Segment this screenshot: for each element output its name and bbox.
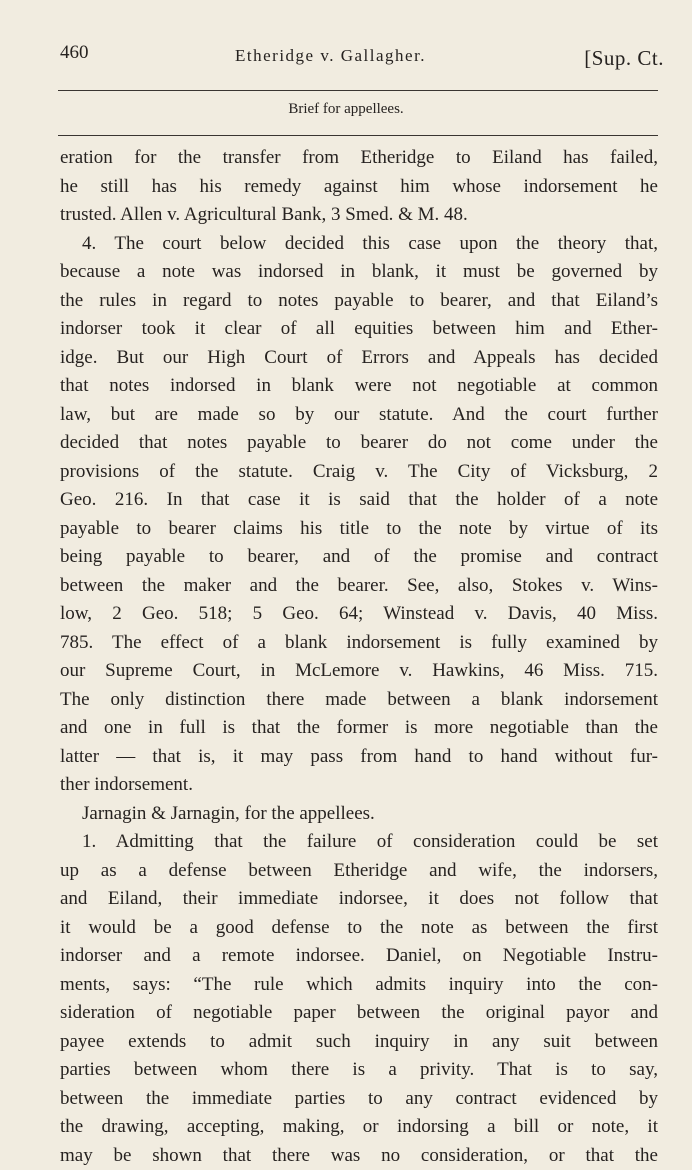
text-line: Jarnagin & Jarnagin, for the appellees. bbox=[60, 800, 658, 829]
text-line: eration for the transfer from Etheridge to Eiland has failed, bbox=[60, 144, 658, 173]
running-head bbox=[60, 42, 664, 76]
text-line: latter — that is, it may pass from hand to hand without fur- bbox=[60, 743, 658, 772]
text-line: our Supreme Court, in McLemore v. Hawkins, 46 Miss. 715. bbox=[60, 657, 658, 686]
case-title: Etheridge v. Gallagher. bbox=[235, 46, 426, 66]
section-label: Brief for appellees. bbox=[0, 101, 692, 118]
text-line: low, 2 Geo. 518; 5 Geo. 64; Winstead v. Davis, 40 Miss. bbox=[60, 600, 658, 629]
text-line: being payable to bearer, and of the promise and contract bbox=[60, 543, 658, 572]
header-rule bbox=[58, 90, 658, 91]
text-line: and one in full is that the former is more negotiable than the bbox=[60, 714, 658, 743]
text-line: Geo. 216. In that case it is said that the holder of a note bbox=[60, 486, 658, 515]
text-line: up as a defense between Etheridge and wife, the indorsers, bbox=[60, 857, 658, 886]
text-line: between the maker and the bearer. See, also, Stokes v. Wins- bbox=[60, 572, 658, 601]
text-line: 1. Admitting that the failure of consideration could be set bbox=[60, 828, 658, 857]
court-label: [Sup. Ct. bbox=[584, 46, 664, 71]
text-line: 4. The court below decided this case upon the theory that, bbox=[60, 230, 658, 259]
text-line: payable to bearer claims his title to the note by virtue of its bbox=[60, 515, 658, 544]
text-line: ther indorsement. bbox=[60, 771, 658, 800]
section-rule bbox=[58, 135, 658, 136]
text-line: The only distinction there made between a blank indorsement bbox=[60, 686, 658, 715]
text-line: he still has his remedy against him whose indorsement he bbox=[60, 173, 658, 202]
text-line: payee extends to admit such inquiry in any suit between bbox=[60, 1028, 658, 1057]
text-line: the rules in regard to notes payable to bearer, and that Eiland’s bbox=[60, 287, 658, 316]
text-line: indorser took it clear of all equities between him and Ether- bbox=[60, 315, 658, 344]
text-line: parties between whom there is a privity. That is to say, bbox=[60, 1056, 658, 1085]
text-line: because a note was indorsed in blank, it must be governed by bbox=[60, 258, 658, 287]
text-line: between the immediate parties to any contract evidenced by bbox=[60, 1085, 658, 1114]
text-line: ments, says: “The rule which admits inquiry into the con- bbox=[60, 971, 658, 1000]
text-line: law, but are made so by our statute. And the court further bbox=[60, 401, 658, 430]
text-line: trusted. Allen v. Agricultural Bank, 3 Smed. & M. 48. bbox=[60, 201, 658, 230]
text-line: and Eiland, their immediate indorsee, it does not follow that bbox=[60, 885, 658, 914]
text-line: may be shown that there was no consideration, or that the bbox=[60, 1142, 658, 1170]
text-line: idge. But our High Court of Errors and Appeals has decided bbox=[60, 344, 658, 373]
text-line: 785. The effect of a blank indorsement is fully examined by bbox=[60, 629, 658, 658]
text-line: sideration of negotiable paper between the original payor and bbox=[60, 999, 658, 1028]
body-text bbox=[60, 144, 658, 1170]
text-line: the drawing, accepting, making, or indorsing a bill or note, it bbox=[60, 1113, 658, 1142]
text-line: indorser and a remote indorsee. Daniel, on Negotiable Instru- bbox=[60, 942, 658, 971]
text-line: that notes indorsed in blank were not negotiable at common bbox=[60, 372, 658, 401]
text-line: it would be a good defense to the note as between the first bbox=[60, 914, 658, 943]
text-line: decided that notes payable to bearer do not come under the bbox=[60, 429, 658, 458]
page-number: 460 bbox=[60, 42, 89, 64]
text-line: provisions of the statute. Craig v. The City of Vicksburg, 2 bbox=[60, 458, 658, 487]
